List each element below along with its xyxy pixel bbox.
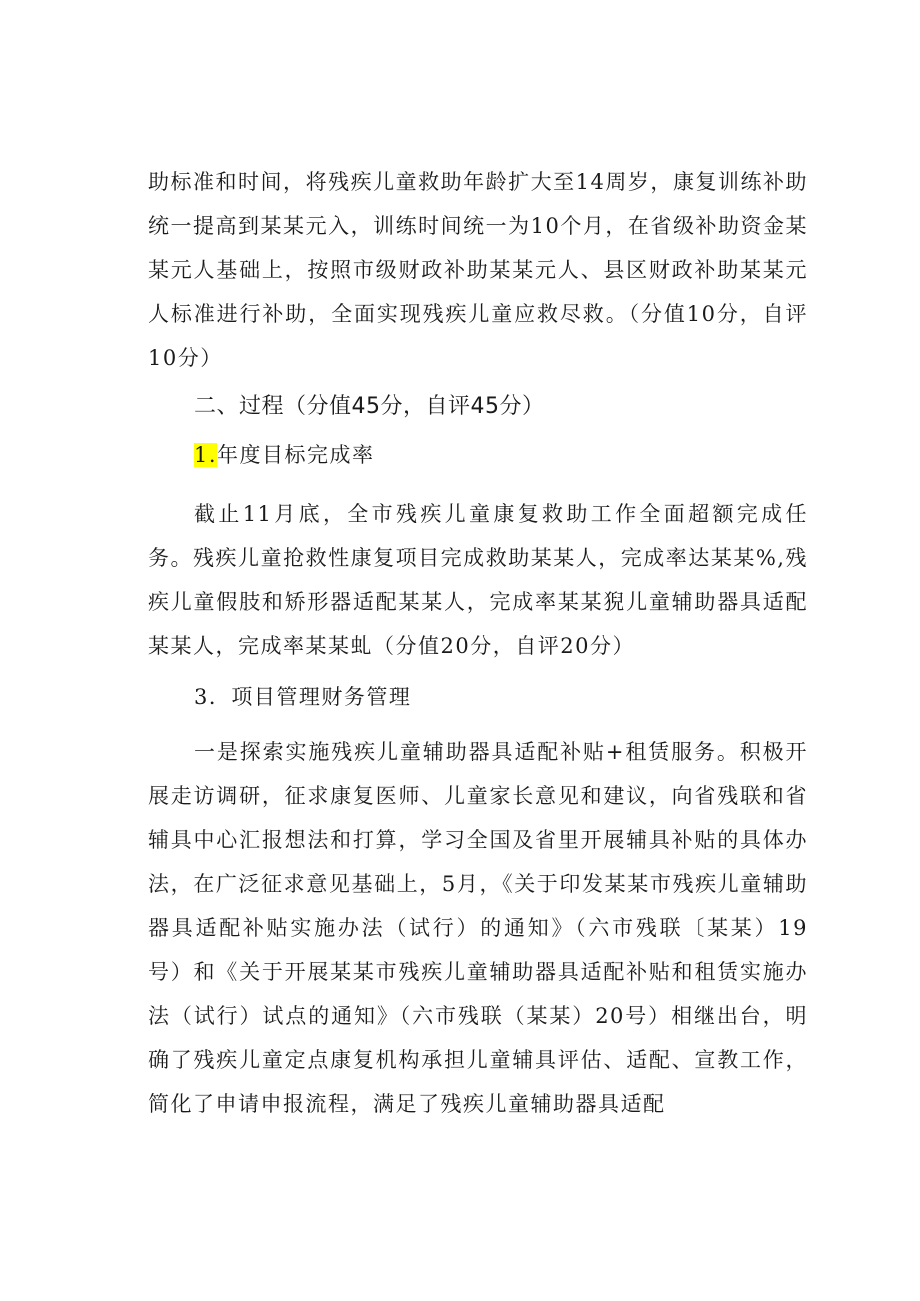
section-heading-process: 二、过程（分值45分，自评45分） bbox=[194, 394, 545, 419]
document-body bbox=[148, 160, 808, 1126]
paragraph-completion-rate: 截止11月底，全市残疾儿童康复救助工作全面超额完成任务。残疾儿童抢救性康复项目完成救助某某人，完成率达某某%,残疾儿童假肢和矫形器适配某某人，完成率某某猊儿童辅助器具适配某某人，完成率某某虬（分值20分，自评20分） bbox=[148, 502, 808, 658]
subheading-project-management: 3．项目管理财务管理 bbox=[194, 685, 412, 709]
highlighted-number: 1. bbox=[194, 443, 218, 467]
paragraph-assistive-devices: 一是探索实施残疾儿童辅助器具适配补贴+租赁服务。积极开展走访调研，征求康复医师、儿童家长意见和建议，向省残联和省辅具中心汇报想法和打算，学习全国及省里开展辅具补贴的具体办法，在广泛征求意见基础上，5月，《关于印发某某市残疾儿童辅助器具适配补贴实施办法（试行）的通知》（六市残联〔某某）19号）和《关于开展某某市残疾儿童辅助器具适配补贴和租赁实施办法（试行）试点的通知》（六市残联（某某）20号）相继出台，明确了残疾儿童定点康复机构承担儿童辅具评估、适配、宣教工作，简化了申请申报流程，满足了残疾儿童辅助器具适配 bbox=[148, 740, 808, 1116]
subheading-annual-target bbox=[148, 432, 808, 478]
paragraph-subsidy-standards: 助标准和时间，将残疾儿童救助年龄扩大至14周岁，康复训练补助统一提高到某某元入，训练时间统一为10个月，在省级补助资金某某元人基础上，按照市级财政补助某某元人、县区财政补助某某元人标准进行补助，全面实现残疾儿童应救尽救。（分值10分，自评10分） bbox=[148, 170, 808, 370]
subheading-annual-target-text: 年度目标完成率 bbox=[217, 443, 375, 467]
